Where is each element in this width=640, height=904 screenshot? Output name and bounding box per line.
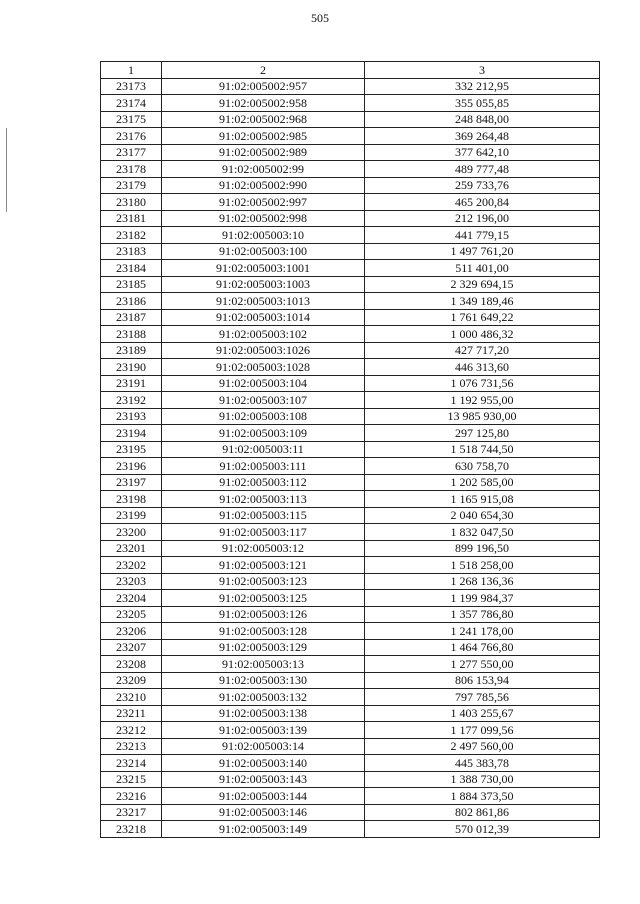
cadastral-value-cell: 355 055,85 — [365, 95, 600, 112]
row-number-cell: 23216 — [101, 788, 162, 805]
row-number-cell: 23180 — [101, 194, 162, 211]
cadastral-number-cell: 91:02:005003:143 — [162, 771, 365, 788]
cadastral-number-cell: 91:02:005003:144 — [162, 788, 365, 805]
row-number-cell: 23173 — [101, 78, 162, 95]
cadastral-number-cell: 91:02:005003:117 — [162, 524, 365, 541]
row-number-cell: 23182 — [101, 227, 162, 244]
cadastral-value-cell: 297 125,80 — [365, 425, 600, 442]
table-row — [101, 441, 600, 458]
cadastral-number-cell: 91:02:005003:129 — [162, 639, 365, 656]
cadastral-number-cell: 91:02:005003:13 — [162, 656, 365, 673]
cadastral-number-cell: 91:02:005003:146 — [162, 804, 365, 821]
row-number-cell: 23217 — [101, 804, 162, 821]
cadastral-value-cell: 1 177 099,56 — [365, 722, 600, 739]
cadastral-value-cell: 2 497 560,00 — [365, 738, 600, 755]
table-row — [101, 705, 600, 722]
row-number-cell: 23175 — [101, 111, 162, 128]
row-number-cell: 23209 — [101, 672, 162, 689]
table-row — [101, 689, 600, 706]
row-number-cell: 23218 — [101, 821, 162, 838]
row-number-cell: 23192 — [101, 392, 162, 409]
cadastral-number-cell: 91:02:005003:125 — [162, 590, 365, 607]
row-number-cell: 23215 — [101, 771, 162, 788]
row-number-cell: 23185 — [101, 276, 162, 293]
cadastral-number-cell: 91:02:005003:130 — [162, 672, 365, 689]
table-row — [101, 128, 600, 145]
cadastral-number-cell: 91:02:005002:997 — [162, 194, 365, 211]
cadastral-value-cell: 441 779,15 — [365, 227, 600, 244]
row-number-cell: 23186 — [101, 293, 162, 310]
cadastral-value-cell: 806 153,94 — [365, 672, 600, 689]
cadastral-value-cell: 1 277 550,00 — [365, 656, 600, 673]
table-row — [101, 540, 600, 557]
cadastral-number-cell: 91:02:005003:107 — [162, 392, 365, 409]
cadastral-number-cell: 91:02:005003:126 — [162, 606, 365, 623]
table-row — [101, 722, 600, 739]
table-row — [101, 276, 600, 293]
cadastral-value-cell: 1 518 258,00 — [365, 557, 600, 574]
cadastral-number-cell: 91:02:005003:1003 — [162, 276, 365, 293]
row-number-cell: 23208 — [101, 656, 162, 673]
table-row — [101, 491, 600, 508]
row-number-cell: 23194 — [101, 425, 162, 442]
cadastral-number-cell: 91:02:005003:112 — [162, 474, 365, 491]
table-row — [101, 342, 600, 359]
column-header-value: 3 — [365, 62, 600, 79]
cadastral-value-cell: 332 212,95 — [365, 78, 600, 95]
table-row — [101, 821, 600, 838]
cadastral-number-cell: 91:02:005003:121 — [162, 557, 365, 574]
cadastral-number-cell: 91:02:005003:132 — [162, 689, 365, 706]
row-number-cell: 23189 — [101, 342, 162, 359]
row-number-cell: 23210 — [101, 689, 162, 706]
cadastral-value-cell: 259 733,76 — [365, 177, 600, 194]
cadastral-number-cell: 91:02:005003:10 — [162, 227, 365, 244]
cadastral-number-cell: 91:02:005003:138 — [162, 705, 365, 722]
table-row — [101, 573, 600, 590]
cadastral-value-cell: 377 642,10 — [365, 144, 600, 161]
cadastral-number-cell: 91:02:005003:104 — [162, 375, 365, 392]
cadastral-value-cell: 1 000 486,32 — [365, 326, 600, 343]
cadastral-value-cell: 1 165 915,08 — [365, 491, 600, 508]
row-number-cell: 23176 — [101, 128, 162, 145]
row-number-cell: 23198 — [101, 491, 162, 508]
row-number-cell: 23177 — [101, 144, 162, 161]
cadastral-value-cell: 1 202 585,00 — [365, 474, 600, 491]
cadastral-number-cell: 91:02:005003:149 — [162, 821, 365, 838]
cadastral-value-cell: 1 403 255,67 — [365, 705, 600, 722]
cadastral-number-cell: 91:02:005002:989 — [162, 144, 365, 161]
row-number-cell: 23204 — [101, 590, 162, 607]
row-number-cell: 23203 — [101, 573, 162, 590]
cadastral-number-cell: 91:02:005003:140 — [162, 755, 365, 772]
table-row — [101, 260, 600, 277]
cadastral-value-cell: 369 264,48 — [365, 128, 600, 145]
cadastral-number-cell: 91:02:005003:113 — [162, 491, 365, 508]
table-row — [101, 359, 600, 376]
row-number-cell: 23197 — [101, 474, 162, 491]
row-number-cell: 23202 — [101, 557, 162, 574]
table-row — [101, 738, 600, 755]
row-number-cell: 23212 — [101, 722, 162, 739]
table-row — [101, 606, 600, 623]
margin-scan-line — [6, 128, 7, 212]
table-row — [101, 144, 600, 161]
table-row — [101, 623, 600, 640]
cadastral-value-cell: 630 758,70 — [365, 458, 600, 475]
table-row — [101, 804, 600, 821]
row-number-cell: 23206 — [101, 623, 162, 640]
cadastral-number-cell: 91:02:005002:998 — [162, 210, 365, 227]
cadastral-number-cell: 91:02:005003:128 — [162, 623, 365, 640]
cadastral-value-cell: 1 464 766,80 — [365, 639, 600, 656]
table-row — [101, 425, 600, 442]
cadastral-value-cell: 802 861,86 — [365, 804, 600, 821]
row-number-cell: 23214 — [101, 755, 162, 772]
cadastral-value-cell: 1 076 731,56 — [365, 375, 600, 392]
cadastral-value-cell: 1 349 189,46 — [365, 293, 600, 310]
cadastral-number-cell: 91:02:005003:109 — [162, 425, 365, 442]
cadastral-value-cell: 899 196,50 — [365, 540, 600, 557]
cadastral-number-cell: 91:02:005003:111 — [162, 458, 365, 475]
table-row — [101, 293, 600, 310]
cadastral-number-cell: 91:02:005003:123 — [162, 573, 365, 590]
cadastral-value-cell: 1 497 761,20 — [365, 243, 600, 260]
table-row — [101, 326, 600, 343]
cadastral-number-cell: 91:02:005003:1026 — [162, 342, 365, 359]
cadastral-value-cell: 1 268 136,36 — [365, 573, 600, 590]
cadastral-value-cell: 465 200,84 — [365, 194, 600, 211]
column-header-cadastral-number: 2 — [162, 62, 365, 79]
table-row — [101, 392, 600, 409]
cadastral-value-table — [100, 61, 600, 838]
table-row — [101, 788, 600, 805]
table-row — [101, 507, 600, 524]
cadastral-value-cell: 446 313,60 — [365, 359, 600, 376]
table-row — [101, 639, 600, 656]
row-number-cell: 23174 — [101, 95, 162, 112]
cadastral-number-cell: 91:02:005003:1028 — [162, 359, 365, 376]
table-row — [101, 78, 600, 95]
table-row — [101, 210, 600, 227]
table-row — [101, 227, 600, 244]
table-row — [101, 590, 600, 607]
row-number-cell: 23205 — [101, 606, 162, 623]
cadastral-number-cell: 91:02:005002:957 — [162, 78, 365, 95]
cadastral-value-cell: 1 884 373,50 — [365, 788, 600, 805]
page-number: 505 — [311, 11, 329, 25]
table-row — [101, 771, 600, 788]
cadastral-number-cell: 91:02:005002:985 — [162, 128, 365, 145]
row-number-cell: 23190 — [101, 359, 162, 376]
cadastral-value-cell: 13 985 930,00 — [365, 408, 600, 425]
cadastral-number-cell: 91:02:005003:11 — [162, 441, 365, 458]
cadastral-number-cell: 91:02:005003:108 — [162, 408, 365, 425]
cadastral-value-cell: 570 012,39 — [365, 821, 600, 838]
row-number-cell: 23188 — [101, 326, 162, 343]
table-row — [101, 557, 600, 574]
table-row — [101, 656, 600, 673]
cadastral-value-cell: 797 785,56 — [365, 689, 600, 706]
cadastral-value-cell: 445 383,78 — [365, 755, 600, 772]
row-number-cell: 23181 — [101, 210, 162, 227]
table-row — [101, 161, 600, 178]
table-row — [101, 672, 600, 689]
table-row — [101, 408, 600, 425]
row-number-cell: 23195 — [101, 441, 162, 458]
table-row — [101, 95, 600, 112]
cadastral-value-cell: 489 777,48 — [365, 161, 600, 178]
cadastral-value-cell: 1 357 786,80 — [365, 606, 600, 623]
cadastral-value-cell: 1 518 744,50 — [365, 441, 600, 458]
cadastral-value-cell: 212 196,00 — [365, 210, 600, 227]
row-number-cell: 23199 — [101, 507, 162, 524]
table-row — [101, 474, 600, 491]
table-row — [101, 111, 600, 128]
table-body — [101, 78, 600, 837]
cadastral-value-cell: 1 192 955,00 — [365, 392, 600, 409]
column-header-number: 1 — [101, 62, 162, 79]
cadastral-number-cell: 91:02:005003:1013 — [162, 293, 365, 310]
row-number-cell: 23211 — [101, 705, 162, 722]
cadastral-number-cell: 91:02:005003:102 — [162, 326, 365, 343]
row-number-cell: 23213 — [101, 738, 162, 755]
cadastral-number-cell: 91:02:005003:100 — [162, 243, 365, 260]
cadastral-number-cell: 91:02:005003:14 — [162, 738, 365, 755]
cadastral-number-cell: 91:02:005003:1001 — [162, 260, 365, 277]
table-header-row — [101, 62, 600, 79]
row-number-cell: 23178 — [101, 161, 162, 178]
cadastral-number-cell: 91:02:005002:99 — [162, 161, 365, 178]
table-row — [101, 194, 600, 211]
row-number-cell: 23179 — [101, 177, 162, 194]
cadastral-number-cell: 91:02:005002:990 — [162, 177, 365, 194]
cadastral-value-cell: 1 832 047,50 — [365, 524, 600, 541]
cadastral-number-cell: 91:02:005003:1014 — [162, 309, 365, 326]
row-number-cell: 23200 — [101, 524, 162, 541]
cadastral-number-cell: 91:02:005003:12 — [162, 540, 365, 557]
table-row — [101, 375, 600, 392]
row-number-cell: 23201 — [101, 540, 162, 557]
cadastral-value-cell: 1 388 730,00 — [365, 771, 600, 788]
cadastral-value-cell: 2 329 694,15 — [365, 276, 600, 293]
table-row — [101, 177, 600, 194]
row-number-cell: 23184 — [101, 260, 162, 277]
cadastral-value-cell: 1 241 178,00 — [365, 623, 600, 640]
cadastral-value-cell: 1 199 984,37 — [365, 590, 600, 607]
row-number-cell: 23196 — [101, 458, 162, 475]
cadastral-value-cell: 511 401,00 — [365, 260, 600, 277]
row-number-cell: 23193 — [101, 408, 162, 425]
cadastral-value-cell: 2 040 654,30 — [365, 507, 600, 524]
row-number-cell: 23191 — [101, 375, 162, 392]
cadastral-number-cell: 91:02:005002:958 — [162, 95, 365, 112]
cadastral-number-cell: 91:02:005003:115 — [162, 507, 365, 524]
table-row — [101, 524, 600, 541]
row-number-cell: 23187 — [101, 309, 162, 326]
cadastral-value-cell: 1 761 649,22 — [365, 309, 600, 326]
row-number-cell: 23183 — [101, 243, 162, 260]
table-row — [101, 755, 600, 772]
table-row — [101, 458, 600, 475]
cadastral-number-cell: 91:02:005003:139 — [162, 722, 365, 739]
table-row — [101, 243, 600, 260]
cadastral-value-cell: 427 717,20 — [365, 342, 600, 359]
table-row — [101, 309, 600, 326]
row-number-cell: 23207 — [101, 639, 162, 656]
cadastral-number-cell: 91:02:005002:968 — [162, 111, 365, 128]
cadastral-value-cell: 248 848,00 — [365, 111, 600, 128]
